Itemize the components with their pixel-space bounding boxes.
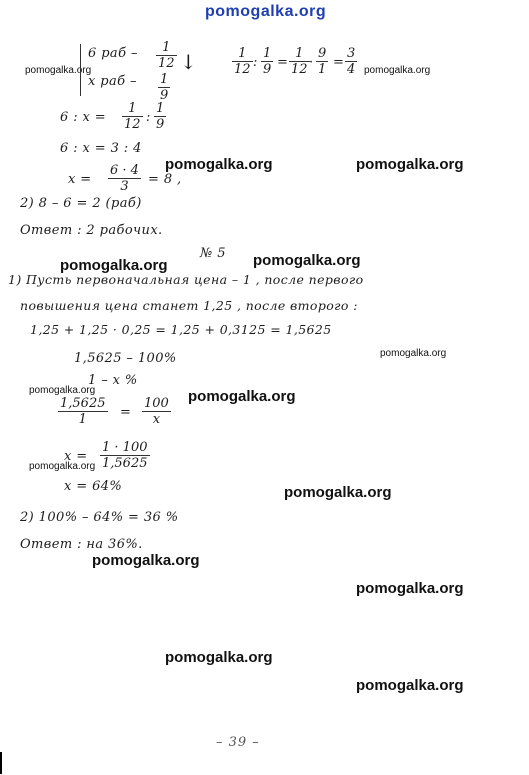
equals-sign: = bbox=[333, 55, 345, 70]
fraction: $\frac{1}{12}$ bbox=[234, 46, 251, 77]
proportion-line-1: 1,5625 – 100% bbox=[74, 351, 177, 366]
ratio-colon: : bbox=[146, 110, 151, 125]
equation-line: x = bbox=[68, 172, 92, 187]
fraction: $\frac{1}{9}$ bbox=[263, 46, 272, 77]
equation-line: = 8 , bbox=[148, 172, 182, 187]
equation-line: 1,25 + 1,25 · 0,25 = 1,25 + 0,3125 = 1,5625 bbox=[30, 322, 332, 337]
fraction: $\frac{9}{1}$ bbox=[318, 46, 327, 77]
proportion-line-1: 6 раб – bbox=[88, 46, 138, 61]
step-line: 2) 8 – 6 = 2 (раб) bbox=[20, 196, 142, 211]
proportion-line-2: x раб – bbox=[88, 74, 137, 89]
watermark: pomogalka.org bbox=[165, 649, 273, 666]
watermark: pomogalka.org bbox=[284, 484, 392, 501]
answer-line: Ответ : на 36%. bbox=[20, 537, 143, 552]
step-line: 2) 100% – 64% = 36 % bbox=[20, 510, 179, 525]
page-number: – 39 – bbox=[216, 735, 260, 750]
watermark: pomogalka.org bbox=[380, 348, 447, 359]
fraction: $\frac{1}{9}$ bbox=[160, 72, 169, 103]
watermark: pomogalka.org bbox=[356, 580, 464, 597]
margin-mark bbox=[0, 752, 2, 774]
proportion-line-2: 1 – x % bbox=[88, 373, 138, 388]
fraction: $\frac{1 \cdot 100}{1,5625}$ bbox=[102, 440, 148, 471]
equals-sign: = bbox=[120, 405, 132, 420]
watermark: pomogalka.org bbox=[188, 388, 296, 405]
equals-sign: = bbox=[277, 55, 289, 70]
text-line: 1) Пусть первоначальная цена – 1 , после первого bbox=[8, 272, 364, 287]
equation-line: 6 : x = 3 : 4 bbox=[60, 141, 142, 156]
watermark: pomogalka.org bbox=[25, 65, 92, 76]
problem-number: № 5 bbox=[200, 246, 226, 261]
watermark: pomogalka.org bbox=[29, 385, 96, 396]
watermark: pomogalka.org bbox=[29, 461, 96, 472]
fraction: $\frac{1}{9}$ bbox=[156, 101, 165, 132]
equation-line: 6 : x = bbox=[60, 110, 107, 125]
site-title[interactable]: pomogalka.org bbox=[205, 3, 327, 20]
watermark: pomogalka.org bbox=[60, 257, 168, 274]
watermark: pomogalka.org bbox=[356, 677, 464, 694]
fraction: $\frac{1}{12}$ bbox=[291, 46, 308, 77]
fraction: $\frac{3}{4}$ bbox=[347, 46, 356, 77]
fraction: $\frac{100}{x}$ bbox=[144, 396, 169, 427]
fraction: $\frac{6 \cdot 4}{3}$ bbox=[110, 163, 139, 194]
watermark: pomogalka.org bbox=[92, 552, 200, 569]
fraction: $\frac{1}{12}$ bbox=[158, 40, 175, 71]
watermark: pomogalka.org bbox=[165, 156, 273, 173]
fraction: $\frac{1,5625}{1}$ bbox=[60, 396, 106, 427]
text-line: повышения цена станет 1,25 , после второго : bbox=[20, 298, 358, 313]
arrow-down-icon: ↓ bbox=[180, 50, 198, 74]
watermark: pomogalka.org bbox=[356, 156, 464, 173]
result-line: x = 64% bbox=[64, 479, 123, 494]
answer-line: Ответ : 2 рабочих. bbox=[20, 223, 163, 238]
multiply-dot: · bbox=[309, 55, 314, 70]
fraction: $\frac{1}{12}$ bbox=[124, 101, 141, 132]
watermark: pomogalka.org bbox=[253, 252, 361, 269]
proportion-bracket bbox=[80, 44, 81, 96]
ratio-colon: : bbox=[253, 55, 258, 70]
equation-line: x = bbox=[64, 449, 88, 464]
watermark: pomogalka.org bbox=[364, 65, 431, 76]
